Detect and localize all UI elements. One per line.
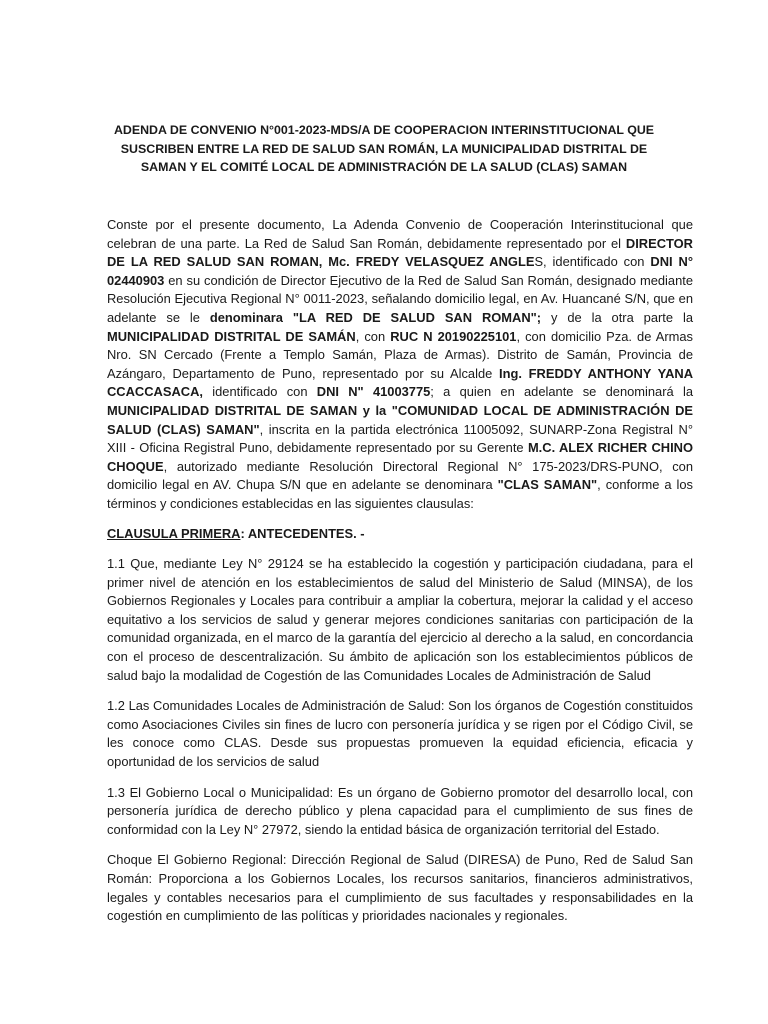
intro-text: en su condición de Director Ejecutivo de la Red de Salud San Román, designado mediante Resolución Ejecutiva Regional N° 0011-2023, señalando domicilio legal, en Av. Huancané S/N, que en adelante se le [107, 272, 693, 325]
intro-text: ; a quien en adelante se denominará la [430, 384, 693, 400]
intro-text: , conforme a los términos y condiciones establecidas en las siguientes clausulas: [107, 477, 693, 511]
director-name: DIRECTOR DE LA RED SALUD SAN ROMAN, Mc. FREDY VELASQUEZ ANGLE [107, 235, 693, 270]
document-body [107, 216, 693, 938]
manager-name: M.C. ALEX RICHER CHINO CHOQUE [107, 440, 693, 474]
clas-full-name: MUNICIPALIDAD DISTRITAL DE SAMAN y la "COMUNIDAD LOCAL DE ADMINISTRACIÓN DE SALUD (CLAS) SAMAN" [107, 402, 693, 437]
clas-designation: "CLAS SAMAN" [497, 477, 598, 493]
intro-text: Conste por el presente documento, La Adenda Convenio de Cooperación Interinstitucional que celebran de una parte. La Red de Salud San Román, debidamente representado por el [107, 217, 693, 251]
document-title: ADENDA DE CONVENIO N°001-2023-MDS/A DE COOPERACION INTERINSTITUCIONAL QUE SUSCRIBEN ENTRE LA RED DE SALUD SAN ROMÁN, LA MUNICIPALIDAD DISTRITAL DE SAMAN Y EL COMITÉ LOCAL DE ADMINISTRACIÓN DE LA SALUD (CLAS) SAMAN [113, 123, 655, 175]
intro-text: , inscrita en la partida electrónica 11005092, SUNARP-Zona Registral N° XIII - Oficina Registral Puno, debidamente representado por su Gerente [107, 421, 693, 456]
clause-item-1-2: 1.2 Las Comunidades Locales de Administración de Salud: Son los órganos de Cogestión constituidos como Asociaciones Civiles sin fines de lucro con personería jurídica y se rigen por el Código Civil, se les conoce como CLAS. Desde sus propuestas promueven la equidad eficiencia, eficacia y oportunidad de los servicios de salud [107, 698, 693, 770]
intro-text: S, identificado con [534, 254, 651, 270]
intro-paragraph [107, 216, 693, 514]
municipality-ruc: RUC N 20190225101 [390, 328, 517, 344]
intro-text: identificado con [202, 384, 317, 400]
mayor-name: Ing. FREDDY ANTHONY YANA CCACCASACA, [107, 365, 694, 400]
mayor-dni: DNI N" 41003775 [316, 384, 431, 400]
red-salud-designation: denominara "LA RED DE SALUD SAN ROMAN"; [209, 309, 542, 325]
intro-text: , con [355, 328, 391, 344]
intro-text: , autorizado mediante Resolución Directoral Regional N° 175-2023/DRS-PUNO, con domicilio legal en AV. Chupa S/N que en adelante se denominara [107, 458, 693, 493]
intro-text: y de la otra parte la [541, 309, 693, 325]
clause-heading-rest: : ANTECEDENTES. - [240, 525, 365, 541]
director-dni: DNI N° 02440903 [107, 254, 693, 288]
clause-item-regional-government: Choque El Gobierno Regional: Dirección Regional de Salud (DIRESA) de Puno, Red de Salud San Román: Proporciona a los Gobiernos Locales, los recursos sanitarios, financieros administrativos, legales y contables necesarios para el cumplimiento de sus facultades y responsabilidades en la cogestión en cumplimiento de las políticas y prioridades nacionales y regionales. [107, 852, 693, 924]
clause-heading-underlined: CLAUSULA PRIMERA [107, 525, 241, 541]
clause-item-1-1: 1.1 Que, mediante Ley N° 29124 se ha establecido la cogestión y participación ciudadana, para el primer nivel de atención en los establecimientos de salud del Ministerio de Salud (MINSA), de los Gobiernos Regionales y Locales para contribuir a ampliar la cobertura, mejorar la calidad y el acceso equitativo a los servicios de salud y generar mejores condiciones sanitarias con participación de la comunidad organizada, en el marco de la garantía del ejercicio al derecho a la salud, en concordancia con el proceso de descentralización. Su ámbito de aplicación son los establecimientos públicos de salud bajo la modalidad de Cogestión de las Comunidades Locales de Administración de Salud [107, 556, 693, 683]
clause-item-1-3: 1.3 El Gobierno Local o Municipalidad: Es un órgano de Gobierno promotor del desarrollo local, con personería jurídica de derecho público y plena capacidad para el cumplimiento de sus fines de conformidad con la Ley N° 27972, siendo la entidad básica de organización territorial del Estado. [107, 784, 693, 837]
intro-text: , con domicilio Pza. de Armas Nro. SN Cercado (Frente a Templo Samán, Plaza de Armas). Distrito de Samán, Provincia de Azángaro, Departamento de Puno, representado por su Alcalde [107, 328, 693, 381]
clause-heading [107, 525, 693, 544]
municipality-name: MUNICIPALIDAD DISTRITAL DE SAMÁN [107, 328, 356, 344]
